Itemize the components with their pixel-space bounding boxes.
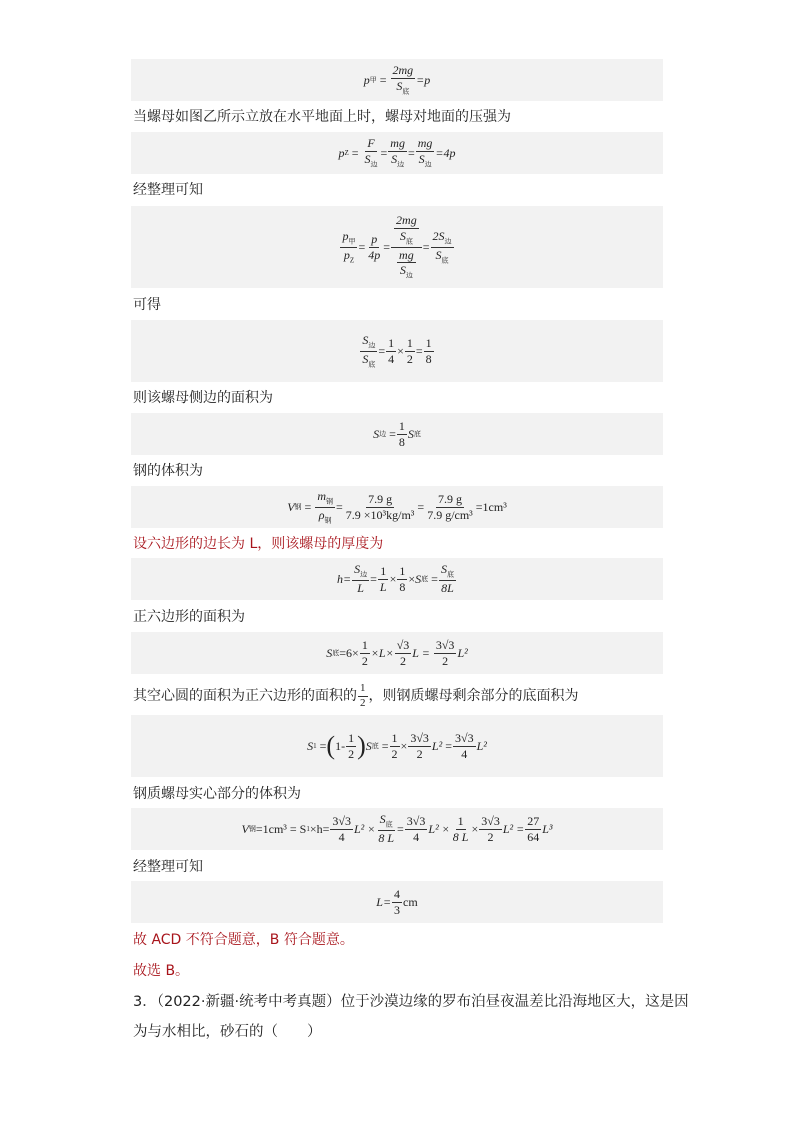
equation-pressure-yi: p Z = $\frac{F}{S_边}$ = $\frac{mg}{S_边}$ = $\frac{mg}{S_边}$ =4p bbox=[338, 136, 456, 169]
fraction: $\frac{mg}{S_边}$ bbox=[390, 136, 405, 169]
equation-box bbox=[131, 486, 663, 528]
answer-analysis: 故 ACD 不符合题意，B 符合题意。 bbox=[133, 932, 354, 948]
question-3-line-1: 3．（2022·新疆·统考中考真题）位于沙漠边缘的罗布泊昼夜温差比沿海地区大，这是因 bbox=[133, 994, 689, 1010]
equation-box bbox=[131, 715, 663, 777]
equation-box bbox=[131, 206, 663, 288]
fraction: $\frac{1}{8}$ bbox=[399, 563, 406, 594]
paragraph-line: 其空心圆的面积为正六边形的面积的 $\frac{1}{2}$ ，则钢质螺母剩余部分的底面积为 bbox=[133, 682, 579, 709]
fraction: $\frac{p_甲}{p_Z}$ bbox=[342, 228, 356, 264]
fraction: $\frac{3√3}{2}$ bbox=[481, 813, 500, 844]
fraction: $\frac{1}{2}$ bbox=[348, 730, 355, 761]
equation-box bbox=[131, 413, 663, 455]
fraction: $\frac{1}{2}$ bbox=[361, 637, 368, 668]
fraction: $\frac{27}{64}$ bbox=[527, 813, 540, 844]
fraction: $\frac{3√3}{4}$ bbox=[332, 813, 351, 844]
equation-side-area: S 边 = $\frac{1}{8}$ S 底 bbox=[373, 418, 421, 449]
paragraph-line: 钢的体积为 bbox=[133, 463, 203, 479]
equation-box bbox=[131, 881, 663, 923]
paragraph-line: 正六边形的面积为 bbox=[133, 609, 245, 625]
equation-area-ratio: $\frac{S_边}{S_底}$ = $\frac{1}{4}$ × $\frac{1}{2}$ = $\frac{1}{8}$ bbox=[362, 332, 432, 368]
equation-solid-volume: V 钢 =1cm³ = S 1 ×h= $\frac{3√3}{4}$ L² × $\frac{S_底}{8 L}$ = $\frac{3√3}{4}$ L² × $\frac{1}{8 L}$ × $\frac{3√3}{2}$ L² = $\frac{27}{64}$ L³ bbox=[241, 812, 553, 846]
fraction: $\frac{1}{8}$ bbox=[425, 335, 432, 366]
inline-fraction: $\frac{1}{2}$ bbox=[360, 682, 366, 709]
fraction: $\frac{1}{L}$ bbox=[379, 563, 387, 594]
fraction: $\frac{F}{S_边}$ bbox=[364, 136, 378, 169]
equation-pressure-jia: p 甲 = $\frac{2mg}{S_底}$ =p bbox=[363, 63, 431, 96]
fraction: $\frac{S_底}{8 L}$ bbox=[378, 812, 395, 846]
paragraph-line: 经整理可知 bbox=[133, 859, 203, 875]
fraction: $\frac{3√3}{2}$ bbox=[435, 637, 455, 668]
fraction: $\frac{p}{4p}$ bbox=[368, 231, 381, 262]
answer-choice: 故选 B。 bbox=[133, 963, 190, 979]
equation-steel-volume: V 钢 = $\frac{m_钢}{\rho_钢}$ = $\frac{7.9 g}{\text{7.9 ×10³kg/m³}}$ = $\frac{7.9 g}{\text{7.9 g/cm³}}$ =1cm³ bbox=[287, 488, 507, 524]
fraction: $\frac{1}{8 L}$ bbox=[452, 813, 469, 844]
fraction: $\frac{1}{4}$ bbox=[388, 335, 395, 366]
equation-box bbox=[131, 558, 663, 600]
equation-box bbox=[131, 808, 663, 850]
fraction: $\frac{S_底}{8L}$ bbox=[440, 562, 454, 596]
fraction: $\frac{3√3}{4}$ bbox=[454, 730, 474, 761]
paragraph-line: 经整理可知 bbox=[133, 182, 203, 198]
fraction: $\frac{mg}{S_边}$ bbox=[417, 136, 433, 169]
equation-hexagon-area: S 底 =6× $\frac{1}{2}$ ×L× $\frac{√3}{2}$ L = $\frac{3√3}{2}$ L² bbox=[326, 637, 468, 668]
fraction: $\frac{2S_边}{S_底}$ bbox=[432, 228, 452, 264]
paragraph-line: 可得 bbox=[133, 297, 161, 313]
fraction: $\frac{S_边}{L}$ bbox=[354, 562, 368, 596]
fraction: $\frac{4}{3}$ bbox=[394, 886, 401, 917]
fraction: $\frac{S_边}{S_底}$ bbox=[362, 332, 376, 368]
fraction: $\frac{7.9 g}{\text{7.9 ×10³kg/m³}}$ bbox=[345, 491, 415, 522]
fraction: $\frac{3√3}{4}$ bbox=[406, 813, 426, 844]
fraction: $\frac{√3}{2}$ bbox=[396, 637, 410, 668]
paragraph-line: 则该螺母侧边的面积为 bbox=[133, 390, 273, 406]
compound-fraction: $\frac{\frac{2mg}{S_底}}{\frac{mg}{S_边}}$ bbox=[391, 214, 422, 280]
fraction: $\frac{m_钢}{\rho_钢}$ bbox=[317, 488, 333, 524]
paragraph-line: 设六边形的边长为 L，则该螺母的厚度为 bbox=[133, 536, 384, 552]
fraction: $\frac{2mg}{S_底}$ bbox=[392, 63, 414, 96]
question-3-line-2: 为与水相比，砂石的（ ） bbox=[133, 1024, 322, 1040]
paragraph-line: 当螺母如图乙所示立放在水平地面上时，螺母对地面的压强为 bbox=[133, 109, 511, 125]
fraction: $\frac{1}{8}$ bbox=[398, 418, 405, 449]
fraction: $\frac{1}{2}$ bbox=[406, 335, 413, 366]
equation-remaining-base-area: S 1 = ( 1- $\frac{1}{2}$ ) S 底 = $\frac{1}{2}$ × $\frac{3√3}{2}$ L² = $\frac{3√3}{4}$ L² bbox=[307, 730, 487, 761]
equation-box bbox=[131, 632, 663, 674]
fraction: $\frac{1}{2}$ bbox=[391, 730, 398, 761]
equation-side-length: L= $\frac{4}{3}$ cm bbox=[376, 886, 418, 917]
equation-thickness: h= $\frac{S_边}{L}$ = $\frac{1}{L}$ × $\frac{1}{8}$ × S 底 = $\frac{S_底}{8L}$ bbox=[337, 562, 454, 596]
fraction: $\frac{3√3}{2}$ bbox=[410, 730, 429, 761]
paragraph-line: 钢质螺母实心部分的体积为 bbox=[133, 786, 301, 802]
fraction: $\frac{7.9 g}{\text{7.9 g/cm³}}$ bbox=[427, 491, 473, 522]
equation-pressure-ratio: $\frac{p_甲}{p_Z}$ = $\frac{p}{4p}$ = $\frac{\frac{2mg}{S_底}}{\frac{mg}{S_边}}$ = $\frac{2S_边}{S_底}$ bbox=[342, 213, 452, 280]
equation-box bbox=[131, 59, 663, 101]
equation-box bbox=[131, 132, 663, 174]
equation-box bbox=[131, 320, 663, 382]
